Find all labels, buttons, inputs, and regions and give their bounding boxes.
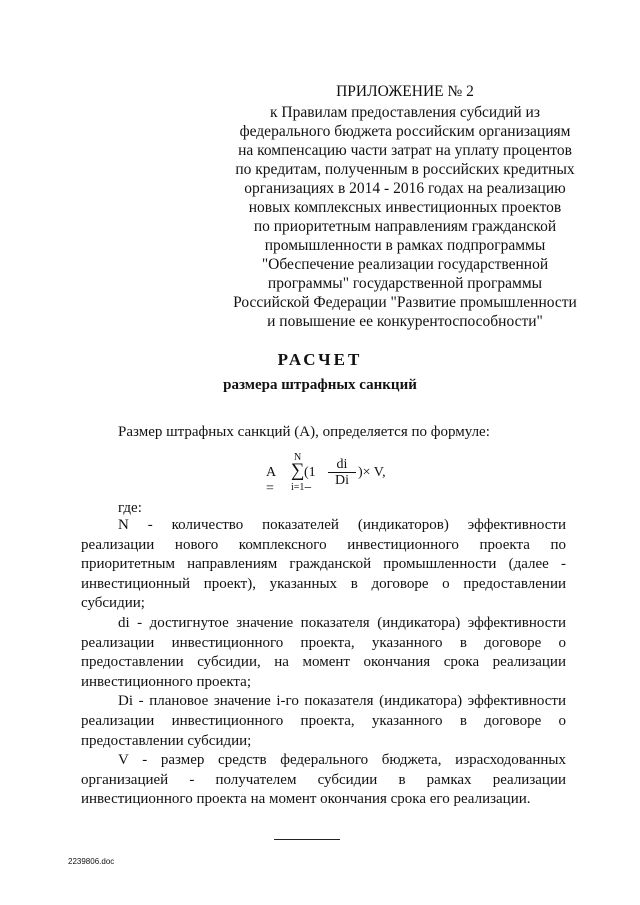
definition-di: di - достигнутое значение показателя (индикатора) эффективности реализации инвестиционного проекта, указанного в договоре о предоставлении субсидии, на момент окончания срока реализации инвестиционного проекта; — [81, 614, 566, 690]
fraction-denominator: Di — [335, 473, 349, 488]
fraction-numerator: di — [328, 457, 356, 473]
appendix-title: ПРИЛОЖЕНИЕ № 2 — [336, 83, 474, 100]
definition-Di: Di - плановое значение i-го показателя (индикатора) эффективности реализации инвестиционного проекта, указанного в договоре о предоставлении субсидии; — [81, 693, 566, 749]
appendix-line: на компенсацию части затрат на уплату процентов — [238, 142, 572, 159]
definition-V: V - размер средств федерального бюджета, израсходованных организацией - получателем субсидии в рамках реализации инвестиционного проекта на момент окончания срока его реализации. — [81, 752, 566, 808]
appendix-line: и повышение ее конкурентоспособности" — [267, 313, 543, 330]
formula-open-paren: (1 − — [304, 465, 316, 496]
appendix-line: по приоритетным направлениям гражданской — [253, 218, 557, 235]
formula-fraction — [328, 457, 356, 488]
file-reference: 2239806.doc — [68, 857, 115, 866]
appendix-line: Российской Федерации "Развитие промышленности — [233, 294, 577, 311]
closing-rule — [274, 839, 340, 840]
sum-upper-limit: N — [294, 452, 302, 463]
formula-intro: Размер штрафных санкций (A), определяется по формуле: — [118, 424, 490, 440]
appendix-line: по кредитам, полученным в российских кредитных — [235, 161, 575, 178]
where-label: где: — [118, 500, 142, 516]
appendix-line: "Обеспечение реализации государственной — [261, 256, 549, 273]
definition-N: N - количество показателей (индикаторов) эффективности реализации нового комплексного инвестиционного проекта по приоритетным направлениям гражданской промышленности (далее - инвестиционный проект), указанных в договоре о предоставлении субсидии; — [81, 517, 566, 612]
appendix-line: организациях в 2014 - 2016 годах на реализацию — [244, 180, 566, 197]
sum-lower-limit: i=1 — [291, 482, 305, 493]
document-title: РАСЧЕТ — [277, 350, 363, 369]
appendix-line: федерального бюджета российским организациям — [239, 123, 571, 140]
sum-symbol: ∑ — [291, 460, 305, 481]
formula-close: )× V, — [358, 465, 386, 480]
definitions-block — [81, 516, 566, 810]
appendix-line: новых комплексных инвестиционных проектов — [248, 199, 562, 216]
appendix-line: программы" государственной программы — [267, 275, 543, 292]
appendix-line: промышленности в рамках подпрограммы — [264, 237, 546, 254]
appendix-line: к Правилам предоставления субсидий из — [270, 104, 540, 121]
document-subtitle: размера штрафных санкций — [223, 377, 417, 393]
formula-lhs: A = — [266, 465, 276, 496]
appendix-block — [230, 82, 580, 331]
